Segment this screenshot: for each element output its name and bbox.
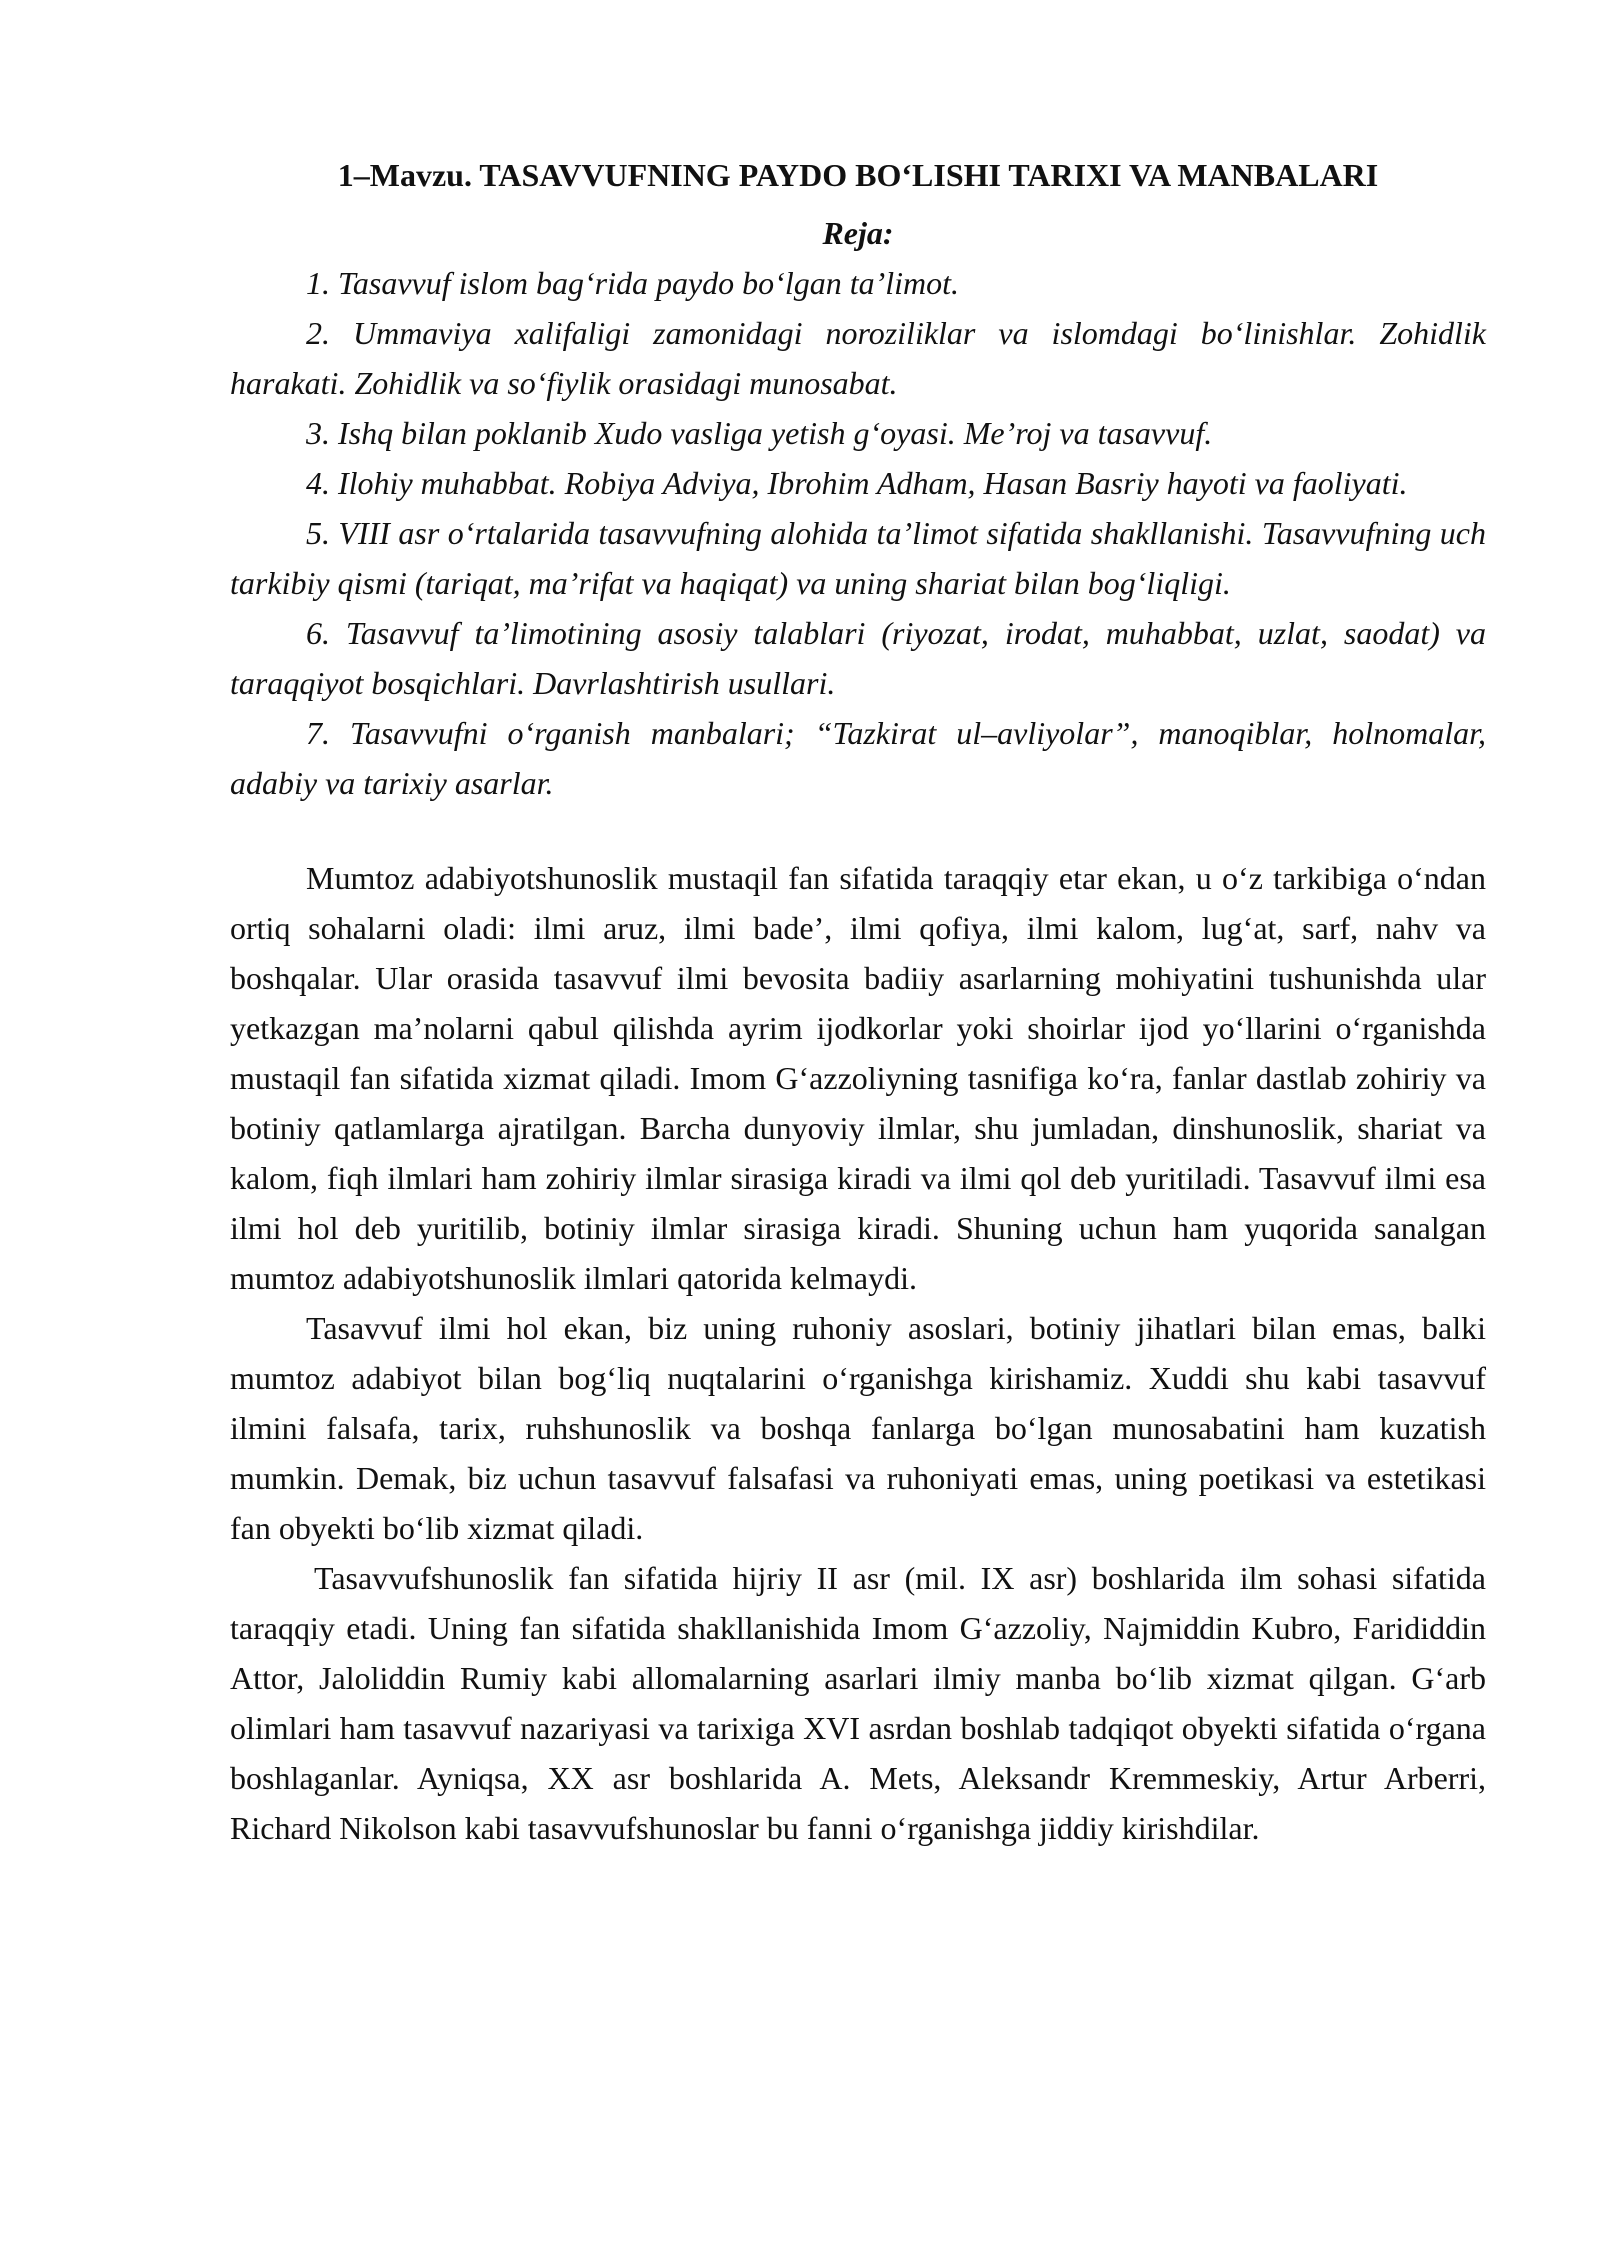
plan-item: 6. Tasavvuf ta’limotining asosiy talablari (riyozat, irodat, muhabbat, uzlat, saodat) va taraqqiyot bosqichlari. Davrlashtirish usullari. [230, 615, 1486, 701]
plan-item: 2. Ummaviya xalifaligi zamonidagi noroziliklar va islomdagi bo‘linishlar. Zohidlik harakati. Zohidlik va so‘fiylik orasidagi munosabat. [230, 315, 1486, 401]
lesson-title: 1–Mavzu. TASAVVUFNING PAYDO BO‘LISHI TARIXI VA MANBALARI [337, 157, 1379, 193]
body-paragraph: Mumtoz adabiyotshunoslik mustaqil fan sifatida taraqqiy etar ekan, u o‘z tarkibiga o‘ndan ortiq sohalarni oladi: ilmi aruz, ilmi bade’, ilmi qofiya, ilmi kalom, lug‘at, sarf, nahv va boshqalar. Ular orasida tasavvuf ilmi bevosita badiiy asarlarning mohiyatini tushunishda ular yetkazgan ma’nolarni qabul qilishda ayrim ijodkorlar yoki shoirlar ijod yo‘llarini o‘rganishda mustaqil fan sifatida xizmat qiladi. Imom G‘azzoliyning tasnifiga ko‘ra, fanlar dastlab zohiriy va botiniy qatlamlarga ajratilgan. Barcha dunyoviy ilmlar, shu jumladan, dinshunoslik, shariat va kalom, fiqh ilmlari ham zohiriy ilmlar sirasiga kiradi va ilmi qol deb yuritiladi. Tasavvuf ilmi esa ilmi hol deb yuritilib, botiniy ilmlar sirasiga kiradi. Shuning uchun ham yuqorida sanalgan mumtoz adabiyotshunoslik ilmlari qatorida kelmaydi. [230, 860, 1486, 1296]
plan-item: 7. Tasavvufni o‘rganish manbalari; “Tazkirat ul–avliyolar”, manoqiblar, holnomalar, adabiy va tarixiy asarlar. [230, 715, 1486, 801]
plan-item: 3. Ishq bilan poklanib Xudo vasliga yetish g‘oyasi. Me’roj va tasavvuf. [306, 415, 1213, 451]
plan-item: 4. Ilohiy muhabbat. Robiya Adviya, Ibrohim Adham, Hasan Basriy hayoti va faoliyati. [306, 465, 1408, 501]
plan-item: 1. Tasavvuf islom bag‘rida paydo bo‘lgan ta’limot. [306, 265, 960, 301]
body-paragraph: Tasavvufshunoslik fan sifatida hijriy II asr (mil. IX asr) boshlarida ilm sohasi sifatida taraqqiy etadi. Uning fan sifatida shakllanishida Imom G‘azzoliy, Najmiddin Kubro, Farididdin Attor, Jaloliddin Rumiy kabi allomalarning asarlari ilmiy manba bo‘lib xizmat qilgan. G‘arb olimlari ham tasavvuf nazariyasi va tarixiga XVI asrdan boshlab tadqiqot obyekti sifatida o‘rgana boshlaganlar. Ayniqsa, XX asr boshlarida A. Mets, Aleksandr Kremmeskiy, Artur Arberri, Richard Nikolson kabi tasavvufshunoslar bu fanni o‘rganishga jiddiy kirishdilar. [230, 1560, 1486, 1846]
body-paragraph: Tasavvuf ilmi hol ekan, biz uning ruhoniy asoslari, botiniy jihatlari bilan emas, balki mumtoz adabiyot bilan bog‘liq nuqtalarini o‘rganishga kirishamiz. Xuddi shu kabi tasavvuf ilmini falsafa, tarix, ruhshunoslik va boshqa fanlarga bo‘lgan munosabatini ham kuzatish mumkin. Demak, biz uchun tasavvuf falsafasi va ruhoniyati emas, uning poetikasi va estetikasi fan obyekti bo‘lib xizmat qiladi. [230, 1310, 1486, 1546]
document-page [230, 150, 1486, 1853]
plan-list [230, 258, 1486, 808]
body-text [230, 853, 1486, 1853]
plan-item: 5. VIII asr o‘rtalarida tasavvufning alohida ta’limot sifatida shakllanishi. Tasavvufning uch tarkibiy qismi (tariqat, ma’rifat va haqiqat) va uning shariat bilan bog‘liqligi. [230, 515, 1486, 601]
plan-heading: Reja: [822, 215, 894, 251]
